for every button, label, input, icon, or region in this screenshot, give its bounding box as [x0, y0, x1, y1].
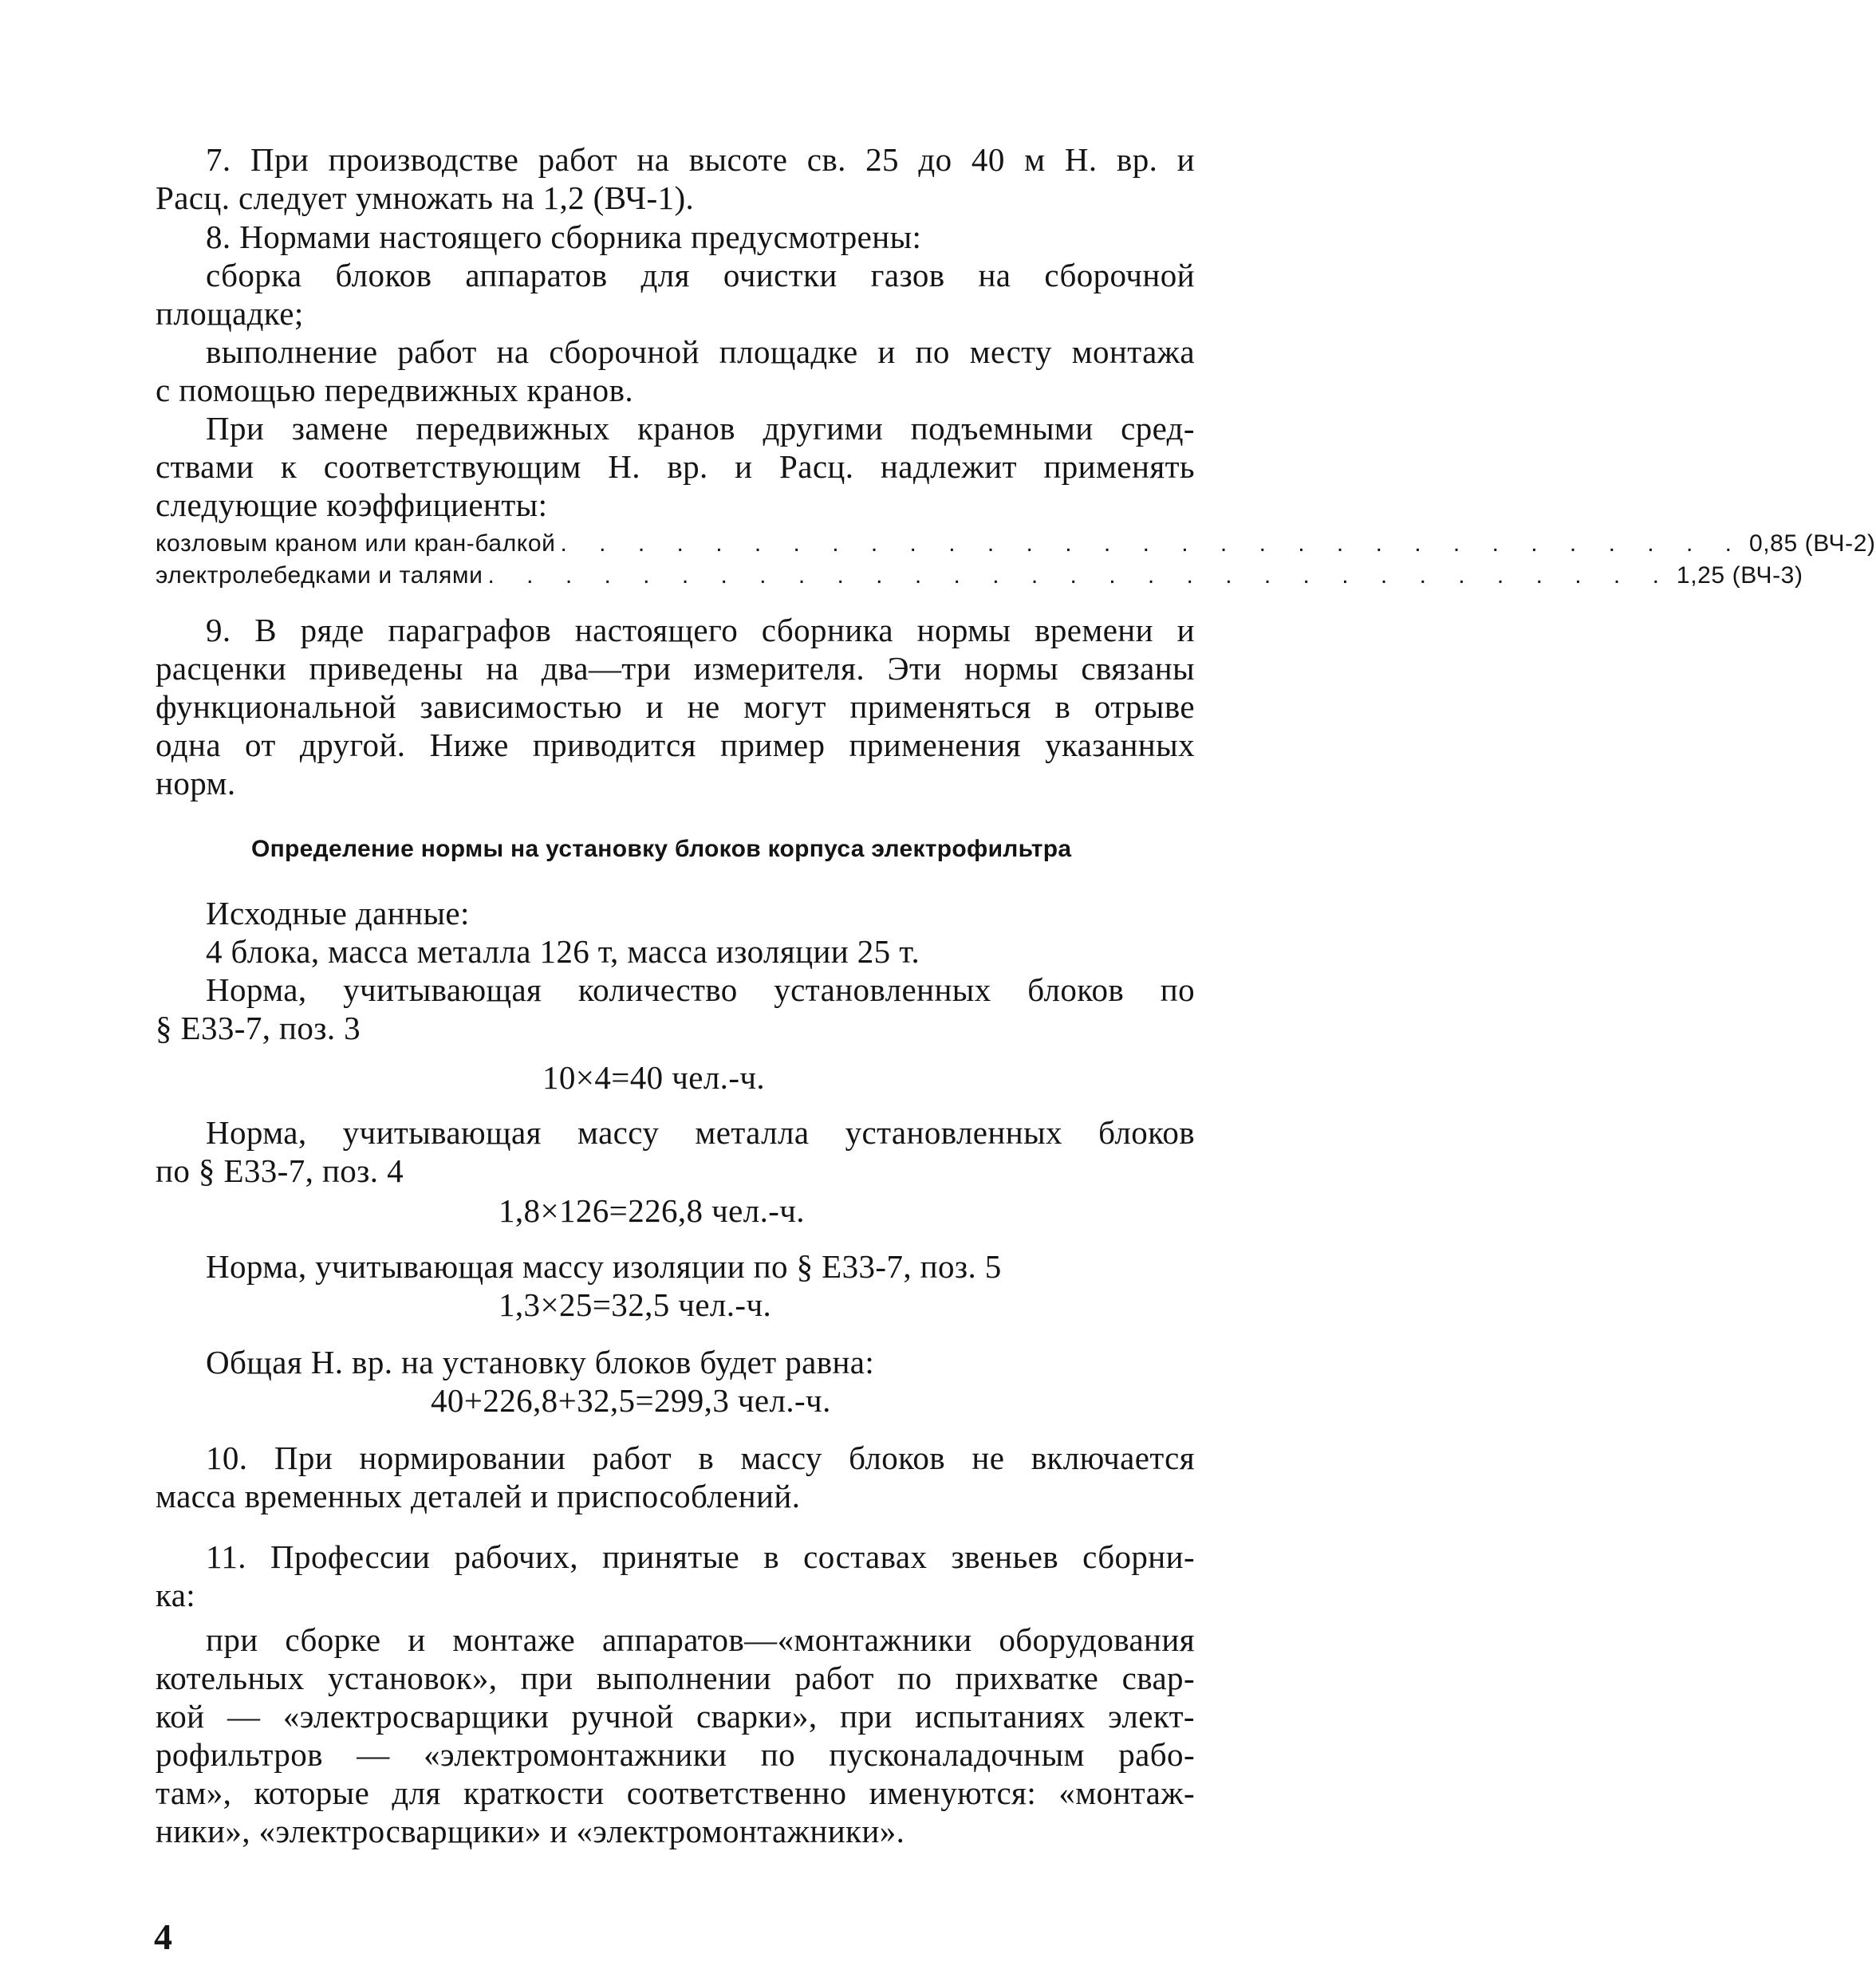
example-line: Исходные данные: [206, 895, 470, 931]
formula: 1,3×25=32,5 чел.-ч. [499, 1286, 772, 1323]
example-line: по § Е33-7, поз. 4 [156, 1152, 404, 1189]
coefficient-value: 1,25 (ВЧ-3) [1676, 562, 1803, 589]
formula: 10×4=40 чел.-ч. [542, 1059, 766, 1096]
dot-leader: . . . . . . . . . . . . . . . . . . . . . . . . . . . . . . . [487, 562, 1672, 589]
example-line: Норма, учитывающая количество установленных блоков по [206, 971, 1195, 1008]
para-11-line-5: кой — «электросварщики ручной сварки», при испытаниях элект- [156, 1698, 1195, 1735]
para-11-line-1: 11. Профессии рабочих, принятые в составах звеньев сборни- [206, 1538, 1195, 1575]
para-8-line-7: ствами к соответствующим Н. вр. и Расц. надлежит применять [156, 448, 1195, 485]
coefficient-value: 0,85 (ВЧ-2) [1748, 530, 1876, 557]
para-8-line-8: следующие коэффициенты: [156, 486, 548, 523]
para-8-line-3: площадке; [156, 295, 304, 332]
para-8-line-2: сборка блоков аппаратов для очистки газов на сборочной [206, 257, 1195, 293]
para-11-line-2: ка: [156, 1577, 196, 1613]
example-line: Общая Н. вр. на установку блоков будет равна: [206, 1344, 875, 1380]
para-11-line-7: там», которые для краткости соответственно именуются: «монтаж- [156, 1774, 1195, 1811]
para-11-line-8: ники», «электросварщики» и «электромонтажники». [156, 1813, 905, 1849]
coefficient-row [156, 530, 1876, 557]
para-11-line-6: рофильтров — «электромонтажники по пусконаладочным рабо- [156, 1736, 1195, 1773]
para-8-line-6: При замене передвижных кранов другими подъемными сред- [206, 410, 1195, 447]
para-8-line-5: с помощью передвижных кранов. [156, 372, 633, 408]
para-7-line-1: 7. При производстве работ на высоте св. 25 до 40 м Н. вр. и [206, 141, 1195, 178]
dot-leader: . . . . . . . . . . . . . . . . . . . . . . . . . . . . . . . [560, 530, 1744, 557]
coefficient-label: козловым краном или кран-балкой [156, 530, 556, 557]
para-10-line-2: масса временных деталей и приспособлений. [156, 1478, 801, 1514]
coefficient-row [156, 562, 1803, 589]
para-9-line-5: норм. [156, 765, 236, 801]
para-8-line-1: 8. Нормами настоящего сборника предусмотрены: [206, 219, 922, 255]
example-line: § Е33-7, поз. 3 [156, 1010, 361, 1046]
coefficient-label: электролебедками и талями [156, 562, 483, 589]
para-11-line-4: котельных установок», при выполнении работ по прихватке свар- [156, 1660, 1195, 1696]
para-7-line-2: Расц. следует умножать на 1,2 (ВЧ-1). [156, 179, 695, 216]
page-number: 4 [154, 1916, 172, 1957]
para-11-line-3: при сборке и монтаже аппаратов—«монтажники оборудования [206, 1621, 1195, 1658]
example-heading: Определение нормы на установку блоков корпуса электрофильтра [251, 836, 1072, 862]
para-9-line-2: расценки приведены на два—три измерителя. Эти нормы связаны [156, 650, 1195, 687]
example-line: Норма, учитывающая массу изоляции по § Е33-7, поз. 5 [206, 1248, 1002, 1285]
para-9-line-4: одна от другой. Ниже приводится пример применения указанных [156, 727, 1195, 763]
example-line: Норма, учитывающая массу металла установленных блоков [206, 1114, 1195, 1151]
para-10-line-1: 10. При нормировании работ в массу блоков не включается [206, 1440, 1195, 1476]
para-8-line-4: выполнение работ на сборочной площадке и по месту монтажа [206, 333, 1195, 370]
formula: 40+226,8+32,5=299,3 чел.-ч. [431, 1382, 831, 1419]
para-9-line-3: функциональной зависимостью и не могут применяться в отрыве [156, 688, 1195, 725]
para-9-line-1: 9. В ряде параграфов настоящего сборника нормы времени и [206, 612, 1195, 648]
formula: 1,8×126=226,8 чел.-ч. [499, 1192, 805, 1229]
example-line: 4 блока, масса металла 126 т, масса изоляции 25 т. [206, 933, 920, 970]
